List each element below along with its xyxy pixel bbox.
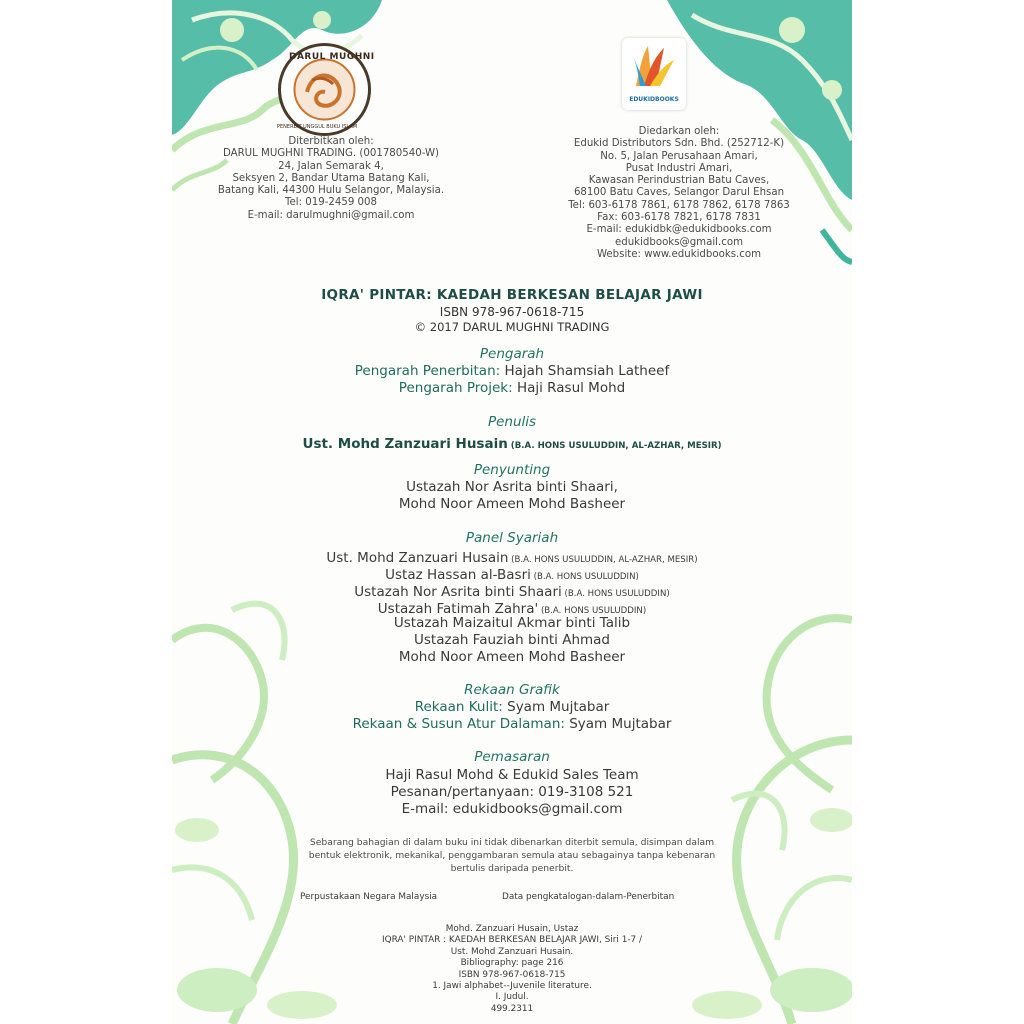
cip-line: IQRA' PINTAR : KAEDAH BERKESAN BELAJAR JAWI, Siri 1-7 /	[381, 935, 642, 946]
publisher-line: Tel: 019-2459 008	[285, 197, 377, 209]
marketing-phone: Pesanan/pertanyaan: 019-3108 521	[390, 784, 634, 800]
darul-mughni-logo	[277, 42, 375, 137]
distributor-heading: Diedarkan oleh:	[638, 126, 720, 137]
copyright-page	[172, 0, 852, 1024]
cip-line: I. Judul.	[495, 992, 529, 1003]
legal-line: bentuk elektronik, mekanikal, penggambaran semula atau sebagainya tanpa kebenaran	[308, 850, 716, 861]
distributor-line: Kawasan Perindustrian Batu Caves,	[588, 175, 770, 187]
person-credentials: (B.A. HONS USULUDDIN, AL-AZHAR, MESIR)	[508, 555, 698, 565]
cip-line: 499.2311	[490, 1003, 534, 1014]
editor-name: Ustazah Nor Asrita binti Shaari,	[406, 479, 618, 495]
cip-line: Mohd. Zanzuari Husain, Ustaz	[445, 924, 579, 934]
distributor-line: Edukid Distributors Sdn. Bhd. (252712-K)	[573, 138, 785, 150]
distributor-line: edukidbooks@gmail.com	[614, 236, 743, 248]
section-heading-pemasaran: Pemasaran	[474, 749, 550, 765]
marketing-email: E-mail: edukidbooks@gmail.com	[401, 801, 623, 817]
role-label: Rekaan Kulit:	[414, 699, 503, 715]
editor-name: Mohd Noor Ameen Mohd Basheer	[398, 496, 626, 512]
person-name: Ust. Mohd Zanzuari Husain	[326, 550, 509, 566]
distributor-line: Pusat Industri Amari,	[625, 162, 733, 174]
publisher-email: E-mail: darulmughni@gmail.com	[247, 209, 415, 221]
legal-line: Sebarang bahagian di dalam buku ini tidak dibenarkan diterbit semula, disimpan dalam	[309, 837, 715, 848]
person-credentials: (B.A. HONS USULUDDIN)	[561, 589, 670, 599]
person-credentials: (B.A. HONS USULUDDIN)	[530, 572, 639, 582]
book-isbn: ISBN 978-967-0618-715	[439, 305, 585, 319]
design-line	[172, 699, 852, 715]
section-heading-penyunting: Penyunting	[473, 462, 551, 478]
person-credentials: (B.A. HONS USULUDDIN)	[538, 606, 647, 616]
cip-library-label: Perpustakaan Negara Malaysia	[300, 892, 438, 902]
distributor-website: Website: www.edukidbooks.com	[596, 248, 762, 260]
section-heading-rekaan-grafik: Rekaan Grafik	[464, 682, 560, 698]
person-name: Syam Mujtabar	[564, 716, 672, 732]
legal-line: bertulis daripada penerbit.	[450, 863, 574, 874]
book-fan-icon	[622, 38, 686, 94]
logo-tagline: PENERBIT UNGGUL BUKU ISLAM	[277, 124, 358, 130]
distributor-block	[524, 126, 834, 261]
director-line	[172, 380, 852, 396]
publisher-line: Batang Kali, 44300 Hulu Selangor, Malaysia.	[217, 185, 445, 197]
person-name: Haji Rasul Mohd	[512, 380, 626, 396]
distributor-line: Fax: 603-6178 7821, 6178 7831	[597, 212, 761, 224]
publisher-heading: Diterbitkan oleh:	[288, 136, 374, 147]
cip-line: Bibliography: page 216	[460, 958, 564, 969]
edukidbooks-wordmark: EDUKIDBOOKS	[629, 96, 679, 103]
legal-notice	[262, 836, 762, 875]
cip-line: 1. Jawi alphabet--Juvenile literature.	[432, 981, 592, 992]
publisher-line: 24, Jalan Semarak 4,	[278, 160, 384, 172]
publisher-block	[186, 136, 476, 222]
director-line	[172, 363, 852, 379]
panel-member: Ustazah Fauziah binti Ahmad	[414, 632, 610, 648]
author-line	[172, 433, 852, 452]
role-label: Pengarah Projek:	[398, 380, 513, 396]
distributor-line: Tel: 603-6178 7861, 6178 7862, 6178 7863	[568, 199, 790, 211]
design-line	[172, 716, 852, 732]
section-heading-pengarah: Pengarah	[479, 346, 545, 362]
cip-line: ISBN 978-967-0618-715	[458, 969, 566, 980]
author-name: Ust. Mohd Zanzuari Husain	[302, 436, 508, 452]
panel-member: Mohd Noor Ameen Mohd Basheer	[398, 649, 626, 665]
cip-record	[342, 924, 682, 1015]
role-label: Rekaan & Susun Atur Dalaman:	[352, 716, 565, 732]
publisher-line: Seksyen 2, Bandar Utama Batang Kali,	[232, 172, 430, 184]
distributor-line: E-mail: edukidbk@edukidbooks.com	[586, 224, 772, 236]
role-label: Pengarah Penerbitan:	[354, 363, 501, 379]
book-title: IQRA' PINTAR: KAEDAH BERKESAN BELAJAR JAWI	[321, 287, 703, 303]
author-credentials: (B.A. HONS USULUDDIN, AL-AZHAR, MESIR)	[507, 441, 722, 451]
distributor-line: No. 5, Jalan Perusahaan Amari,	[600, 150, 758, 162]
cip-catalog-label: Data pengkatalogan-dalam-Penerbitan	[502, 892, 675, 902]
person-name: Ustazah Fatimah Zahra'	[377, 601, 539, 617]
publisher-line: DARUL MUGHNI TRADING. (001780540-W)	[222, 148, 440, 160]
person-name: Syam Mujtabar	[502, 699, 610, 715]
person-name: Ustaz Hassan al-Basri	[385, 567, 531, 583]
person-name: Ustazah Nor Asrita binti Shaari	[354, 584, 562, 600]
section-heading-panel-syariah: Panel Syariah	[465, 530, 559, 546]
edukidbooks-logo	[622, 38, 686, 110]
person-name: Hajah Shamsiah Latheef	[500, 363, 670, 379]
marketing-line: Haji Rasul Mohd & Edukid Sales Team	[385, 767, 639, 783]
distributor-line: 68100 Batu Caves, Selangor Darul Ehsan	[573, 187, 785, 199]
logo-ring-text: DARUL MUGHNI	[289, 52, 375, 62]
cip-line: Ust. Mohd Zanzuari Husain.	[450, 946, 574, 957]
section-heading-penulis: Penulis	[487, 414, 537, 430]
book-copyright: © 2017 DARUL MUGHNI TRADING	[414, 320, 610, 334]
panel-member: Ustazah Maizaitul Akmar binti Talib	[393, 615, 631, 631]
